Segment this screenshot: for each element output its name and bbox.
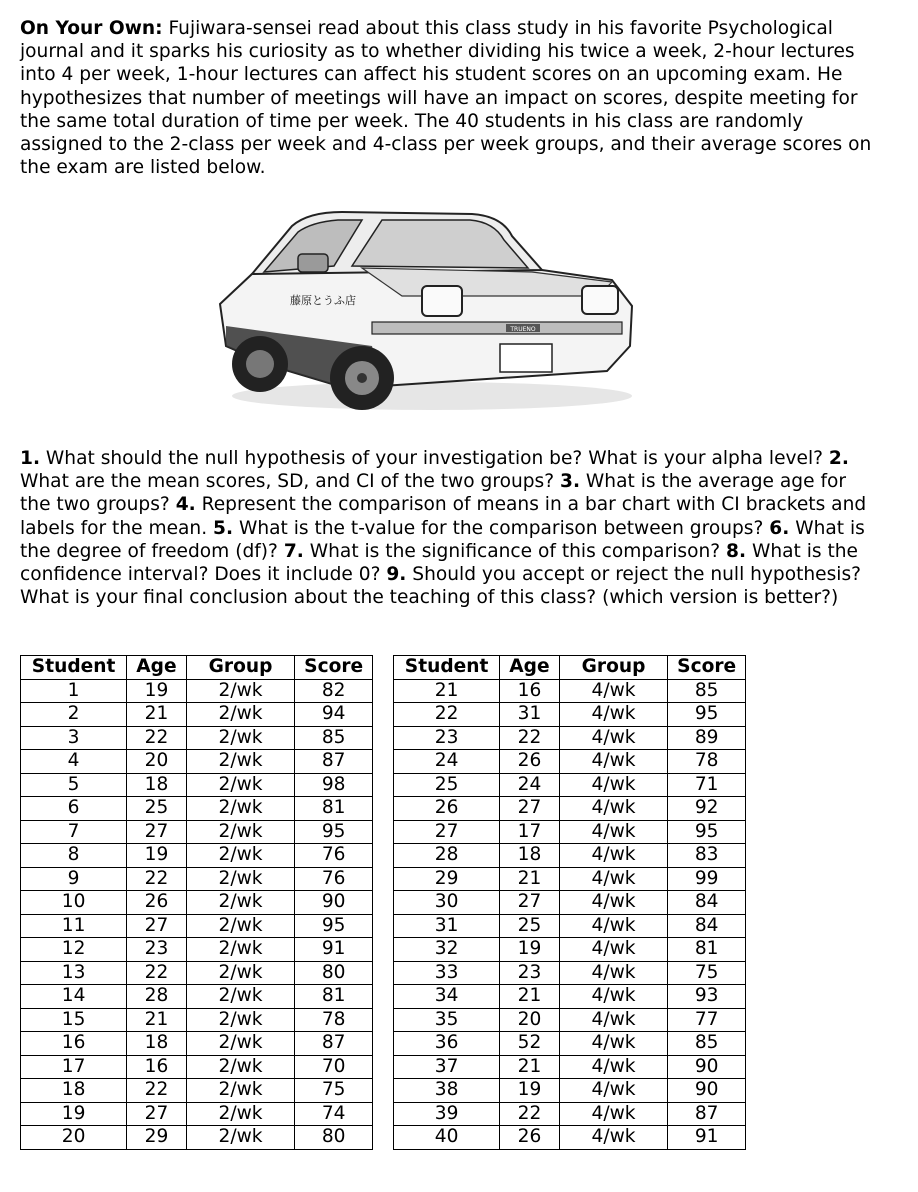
score-cell: 91 [295, 938, 373, 962]
table-row [394, 1079, 746, 1103]
table-row [394, 961, 746, 985]
student-cell: 27 [394, 820, 500, 844]
table-row [21, 1079, 373, 1103]
age-cell: 21 [500, 867, 560, 891]
student-cell: 39 [394, 1102, 500, 1126]
student-cell: 18 [21, 1079, 127, 1103]
q2-number: 2. [828, 448, 849, 469]
table-row [21, 1126, 373, 1150]
age-cell: 22 [127, 1079, 187, 1103]
student-cell: 26 [394, 797, 500, 821]
score-cell: 98 [295, 773, 373, 797]
group-cell: 4/wk [559, 1008, 668, 1032]
table-left-body [21, 679, 373, 1149]
group-cell: 4/wk [559, 867, 668, 891]
score-cell: 87 [295, 750, 373, 774]
age-cell: 19 [500, 1079, 560, 1103]
age-cell: 26 [500, 1126, 560, 1150]
table-row [394, 679, 746, 703]
age-cell: 29 [127, 1126, 187, 1150]
table-row [21, 1008, 373, 1032]
student-cell: 12 [21, 938, 127, 962]
age-cell: 22 [500, 726, 560, 750]
score-cell: 84 [668, 891, 746, 915]
group-cell: 4/wk [559, 1055, 668, 1079]
group-cell: 2/wk [186, 938, 295, 962]
age-cell: 21 [500, 985, 560, 1009]
student-cell: 23 [394, 726, 500, 750]
q7-number: 7. [283, 540, 304, 562]
age-cell: 24 [500, 773, 560, 797]
q4-number: 4. [175, 494, 196, 516]
header-score: Score [295, 656, 373, 680]
group-cell: 2/wk [186, 891, 295, 915]
score-cell: 74 [295, 1102, 373, 1126]
age-cell: 26 [127, 891, 187, 915]
student-cell: 40 [394, 1126, 500, 1150]
table-row [394, 797, 746, 821]
group-cell: 2/wk [186, 703, 295, 727]
intro-text: Fujiwara-sensei read about this class study in his favorite Psychological journal and it sparks his curiosity as to whether dividing his twice a week, 2-hour lectures into 4 per week, 1-hour lectures can affect his student scores on an upcoming exam. He hypothesizes that number of meetings will have an impact on scores, despite meeting for the same total duration of time per week. The 40 students in his class are randomly assigned to the 2-class per week and 4-class per week groups, and their average scores on the exam are listed below. [20, 18, 872, 179]
student-cell: 32 [394, 938, 500, 962]
age-cell: 20 [500, 1008, 560, 1032]
header-student: Student [394, 656, 500, 680]
student-cell: 25 [394, 773, 500, 797]
bumper-badge: TRUENO [510, 326, 536, 333]
score-cell: 85 [295, 726, 373, 750]
group-cell: 4/wk [559, 797, 668, 821]
student-cell: 4 [21, 750, 127, 774]
student-cell: 33 [394, 961, 500, 985]
group-cell: 2/wk [186, 1055, 295, 1079]
student-cell: 37 [394, 1055, 500, 1079]
group-cell: 2/wk [186, 867, 295, 891]
student-cell: 31 [394, 914, 500, 938]
table-row [394, 914, 746, 938]
table-row [394, 773, 746, 797]
score-cell: 90 [295, 891, 373, 915]
age-cell: 22 [127, 726, 187, 750]
score-cell: 90 [668, 1055, 746, 1079]
q1-text: What should the null hypothesis of your investigation be? What is your alpha level? [40, 448, 829, 469]
score-cell: 83 [668, 844, 746, 868]
score-cell: 90 [668, 1079, 746, 1103]
student-cell: 30 [394, 891, 500, 915]
q4-text: Represent the comparison of means in a bar chart with CI brackets and labels for the mean. [20, 494, 867, 539]
score-cell: 92 [668, 797, 746, 821]
age-cell: 27 [500, 891, 560, 915]
table-row [21, 726, 373, 750]
score-cell: 82 [295, 679, 373, 703]
group-cell: 2/wk [186, 1008, 295, 1032]
score-cell: 95 [668, 820, 746, 844]
student-cell: 8 [21, 844, 127, 868]
table-header-row [394, 656, 746, 680]
score-cell: 95 [295, 820, 373, 844]
score-cell: 99 [668, 867, 746, 891]
student-cell: 36 [394, 1032, 500, 1056]
table-row [394, 844, 746, 868]
table-row [21, 961, 373, 985]
student-cell: 29 [394, 867, 500, 891]
q3-number: 3. [560, 471, 581, 493]
group-cell: 4/wk [559, 985, 668, 1009]
score-cell: 78 [668, 750, 746, 774]
age-cell: 19 [500, 938, 560, 962]
table-row [394, 938, 746, 962]
age-cell: 27 [127, 820, 187, 844]
table-row [394, 985, 746, 1009]
table-row [394, 703, 746, 727]
table-row [394, 1032, 746, 1056]
score-cell: 95 [295, 914, 373, 938]
table-row [394, 1102, 746, 1126]
table-row [21, 750, 373, 774]
score-cell: 87 [295, 1032, 373, 1056]
score-cell: 85 [668, 679, 746, 703]
score-cell: 77 [668, 1008, 746, 1032]
q5-text: What is the t-value for the comparison between groups? [233, 517, 770, 539]
group-cell: 2/wk [186, 797, 295, 821]
score-cell: 81 [295, 985, 373, 1009]
age-cell: 19 [127, 679, 187, 703]
score-cell: 87 [668, 1102, 746, 1126]
table-row [21, 797, 373, 821]
header-group: Group [186, 656, 295, 680]
student-cell: 28 [394, 844, 500, 868]
student-cell: 16 [21, 1032, 127, 1056]
student-cell: 21 [394, 679, 500, 703]
age-cell: 23 [500, 961, 560, 985]
table-row [21, 1055, 373, 1079]
q8-number: 8. [726, 540, 747, 562]
group-cell: 4/wk [559, 820, 668, 844]
table-row [394, 750, 746, 774]
student-cell: 3 [21, 726, 127, 750]
group-cell: 4/wk [559, 750, 668, 774]
group-cell: 2/wk [186, 1032, 295, 1056]
group-cell: 4/wk [559, 938, 668, 962]
header-score: Score [668, 656, 746, 680]
score-cell: 94 [295, 703, 373, 727]
student-cell: 19 [21, 1102, 127, 1126]
student-cell: 6 [21, 797, 127, 821]
table-row [394, 1055, 746, 1079]
group-cell: 4/wk [559, 1102, 668, 1126]
score-cell: 76 [295, 867, 373, 891]
group-cell: 4/wk [559, 773, 668, 797]
table-header-row [21, 656, 373, 680]
age-cell: 27 [500, 797, 560, 821]
group-cell: 2/wk [186, 914, 295, 938]
age-cell: 26 [500, 750, 560, 774]
student-cell: 20 [21, 1126, 127, 1150]
table-row [394, 891, 746, 915]
group-cell: 4/wk [559, 679, 668, 703]
age-cell: 19 [127, 844, 187, 868]
age-cell: 27 [127, 914, 187, 938]
score-cell: 81 [668, 938, 746, 962]
student-cell: 7 [21, 820, 127, 844]
score-cell: 70 [295, 1055, 373, 1079]
student-cell: 15 [21, 1008, 127, 1032]
group-cell: 2/wk [186, 726, 295, 750]
age-cell: 23 [127, 938, 187, 962]
score-cell: 81 [295, 797, 373, 821]
group-cell: 2/wk [186, 820, 295, 844]
table-row [21, 891, 373, 915]
score-cell: 75 [295, 1079, 373, 1103]
score-cell: 84 [668, 914, 746, 938]
age-cell: 18 [127, 1032, 187, 1056]
questions-paragraph [20, 447, 880, 609]
group-cell: 2/wk [186, 961, 295, 985]
age-cell: 21 [500, 1055, 560, 1079]
group-cell: 2/wk [186, 679, 295, 703]
student-cell: 13 [21, 961, 127, 985]
group-cell: 2/wk [186, 750, 295, 774]
score-cell: 76 [295, 844, 373, 868]
age-cell: 16 [127, 1055, 187, 1079]
age-cell: 31 [500, 703, 560, 727]
q6-number: 6. [769, 517, 790, 539]
table-row [21, 985, 373, 1009]
score-cell: 78 [295, 1008, 373, 1032]
score-cell: 95 [668, 703, 746, 727]
data-table-right [393, 655, 746, 1150]
header-student: Student [21, 656, 127, 680]
group-cell: 2/wk [186, 1126, 295, 1150]
student-cell: 10 [21, 891, 127, 915]
table-row [394, 867, 746, 891]
table-row [21, 844, 373, 868]
age-cell: 25 [500, 914, 560, 938]
student-cell: 1 [21, 679, 127, 703]
score-cell: 71 [668, 773, 746, 797]
student-cell: 24 [394, 750, 500, 774]
header-group: Group [559, 656, 668, 680]
age-cell: 22 [500, 1102, 560, 1126]
q9-number: 9. [386, 564, 407, 586]
q1-number: 1. [20, 448, 41, 469]
table-row [394, 820, 746, 844]
table-row [394, 1126, 746, 1150]
student-cell: 22 [394, 703, 500, 727]
student-cell: 11 [21, 914, 127, 938]
table-row [21, 820, 373, 844]
age-cell: 21 [127, 703, 187, 727]
group-cell: 4/wk [559, 726, 668, 750]
group-cell: 2/wk [186, 1102, 295, 1126]
intro-paragraph [20, 17, 880, 179]
table-row [21, 1102, 373, 1126]
age-cell: 27 [127, 1102, 187, 1126]
group-cell: 4/wk [559, 703, 668, 727]
table-row [394, 1008, 746, 1032]
student-cell: 2 [21, 703, 127, 727]
age-cell: 17 [500, 820, 560, 844]
age-cell: 52 [500, 1032, 560, 1056]
header-age: Age [127, 656, 187, 680]
door-lettering: 藤原とうふ店 [290, 294, 356, 307]
table-row [21, 773, 373, 797]
q3-text: What is the average age for the two groups? [20, 471, 847, 516]
age-cell: 28 [127, 985, 187, 1009]
table-row [21, 914, 373, 938]
student-cell: 35 [394, 1008, 500, 1032]
q9-text: Should you accept or reject the null hypothesis? What is your final conclusion about the teaching of this class? (which version is better?) [20, 564, 862, 609]
table-row [394, 726, 746, 750]
age-cell: 16 [500, 679, 560, 703]
table-row [21, 1032, 373, 1056]
student-cell: 5 [21, 773, 127, 797]
intro-lead: On Your Own: [20, 18, 163, 39]
group-cell: 4/wk [559, 1126, 668, 1150]
group-cell: 4/wk [559, 844, 668, 868]
score-cell: 80 [295, 1126, 373, 1150]
q6-text: What is the degree of freedom (df)? [20, 517, 865, 562]
group-cell: 4/wk [559, 891, 668, 915]
group-cell: 2/wk [186, 1079, 295, 1103]
age-cell: 22 [127, 961, 187, 985]
q5-number: 5. [213, 517, 234, 539]
student-cell: 9 [21, 867, 127, 891]
score-cell: 75 [668, 961, 746, 985]
student-cell: 14 [21, 985, 127, 1009]
score-cell: 93 [668, 985, 746, 1009]
group-cell: 2/wk [186, 773, 295, 797]
student-cell: 34 [394, 985, 500, 1009]
age-cell: 25 [127, 797, 187, 821]
student-cell: 38 [394, 1079, 500, 1103]
q7-text: What is the significance of this comparison? [303, 540, 727, 562]
score-cell: 80 [295, 961, 373, 985]
car-illustration [212, 196, 640, 416]
header-age: Age [500, 656, 560, 680]
data-table-left [20, 655, 373, 1150]
table-row [21, 703, 373, 727]
group-cell: 4/wk [559, 1032, 668, 1056]
age-cell: 22 [127, 867, 187, 891]
q8-text: What is the confidence interval? Does it include 0? [20, 540, 858, 586]
group-cell: 4/wk [559, 914, 668, 938]
table-row [21, 938, 373, 962]
age-cell: 18 [127, 773, 187, 797]
age-cell: 21 [127, 1008, 187, 1032]
score-cell: 85 [668, 1032, 746, 1056]
student-cell: 17 [21, 1055, 127, 1079]
q2-text: What are the mean scores, SD, and CI of the two groups? [20, 471, 560, 493]
age-cell: 18 [500, 844, 560, 868]
table-row [21, 679, 373, 703]
score-cell: 91 [668, 1126, 746, 1150]
car-drawing [212, 196, 640, 416]
group-cell: 4/wk [559, 961, 668, 985]
table-row [21, 867, 373, 891]
group-cell: 2/wk [186, 844, 295, 868]
score-cell: 89 [668, 726, 746, 750]
table-right-body [394, 679, 746, 1149]
group-cell: 2/wk [186, 985, 295, 1009]
group-cell: 4/wk [559, 1079, 668, 1103]
age-cell: 20 [127, 750, 187, 774]
